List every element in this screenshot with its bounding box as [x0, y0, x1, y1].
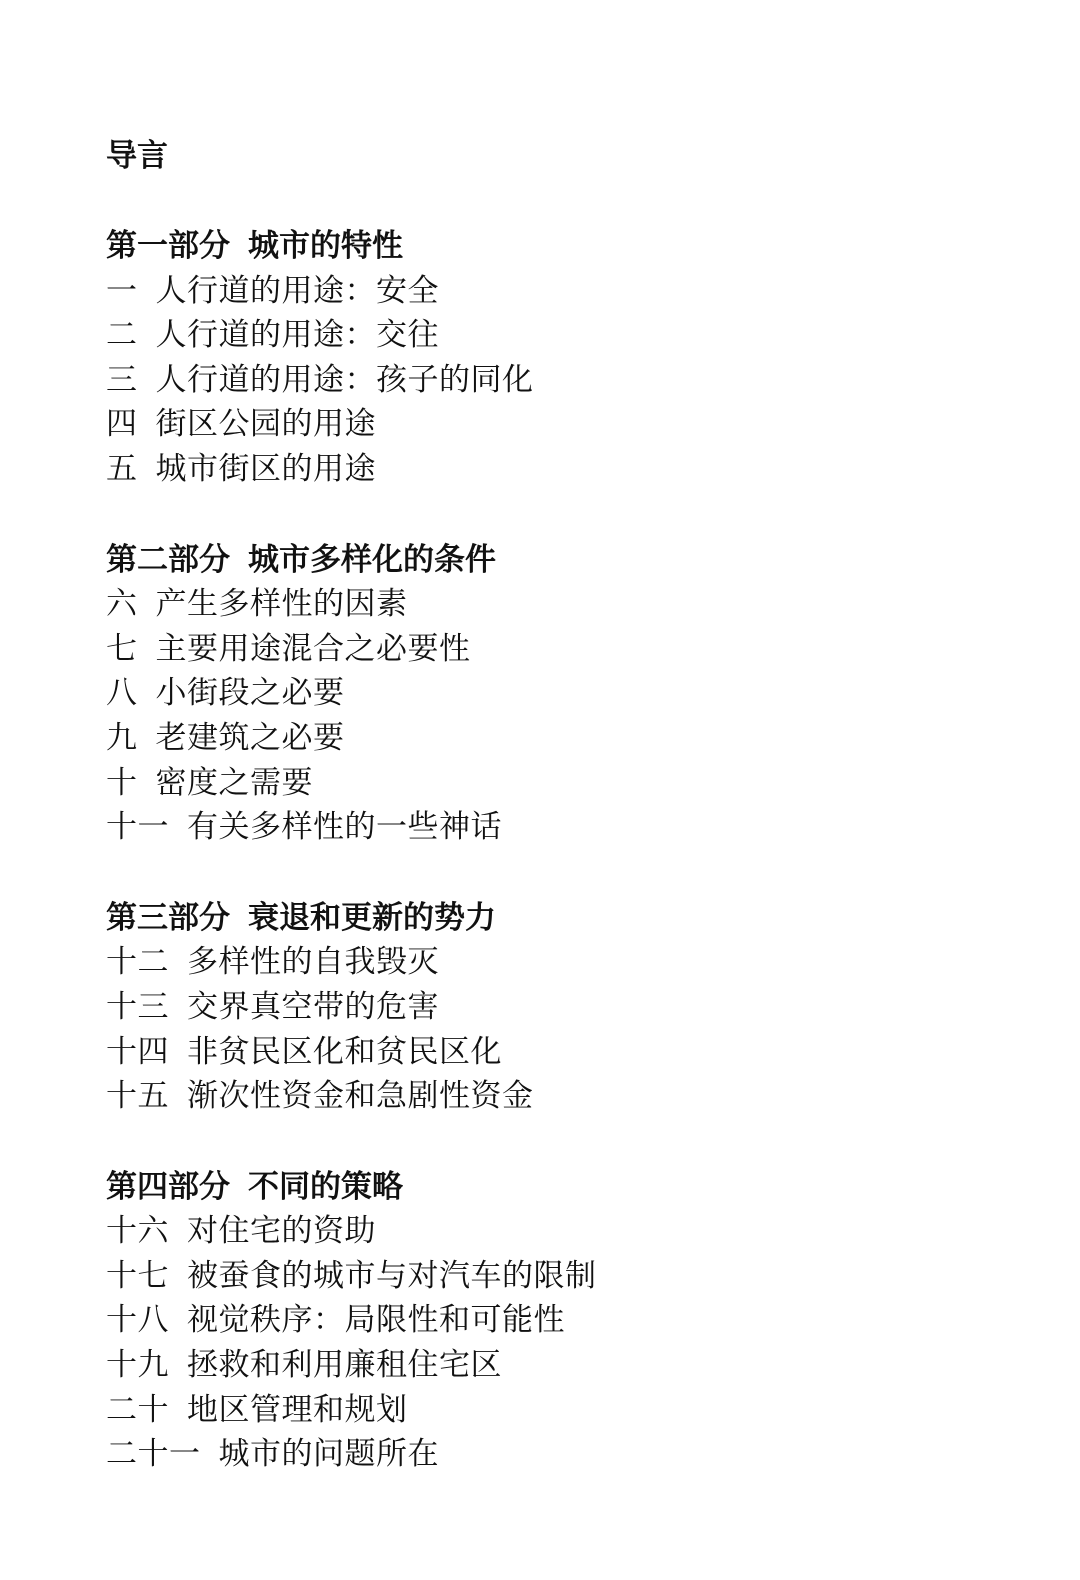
chapter-number: 二十 — [106, 1391, 169, 1428]
chapter-title: 地区管理和规划 — [187, 1391, 408, 1428]
chapter-title: 有关多样性的一些神话 — [187, 809, 502, 846]
chapter-number: 十四 — [106, 1033, 169, 1070]
chapter-number: 十八 — [106, 1302, 169, 1339]
table-of-contents — [106, 134, 1006, 1477]
chapter-title: 人行道的用途：孩子的同化 — [155, 361, 534, 398]
chapter-title: 多样性的自我毁灭 — [187, 944, 439, 981]
intro-heading: 导言 — [106, 138, 168, 174]
chapter-number: 十三 — [106, 988, 169, 1025]
chapter-entry — [106, 1030, 1006, 1075]
chapter-entry — [106, 402, 1006, 447]
chapter-entry — [106, 671, 1006, 716]
chapter-title: 老建筑之必要 — [155, 719, 345, 756]
chapter-number: 十 — [106, 764, 138, 801]
chapter-title: 密度之需要 — [155, 764, 313, 801]
chapter-title: 小街段之必要 — [155, 675, 345, 712]
part-section — [106, 538, 1006, 850]
chapter-title: 人行道的用途：交往 — [155, 317, 439, 354]
chapter-entry — [106, 940, 1006, 985]
part-title: 衰退和更新的势力 — [248, 899, 496, 936]
chapter-number: 二十一 — [106, 1436, 201, 1473]
chapter-title: 人行道的用途：安全 — [155, 272, 439, 309]
chapter-number: 九 — [106, 719, 138, 756]
part-heading — [106, 538, 1006, 583]
part-section — [106, 224, 1006, 492]
part-label: 第一部分 — [106, 228, 230, 264]
chapter-entry — [106, 1432, 1006, 1477]
chapter-entry — [106, 627, 1006, 672]
chapter-number: 六 — [106, 586, 138, 623]
chapter-entry — [106, 761, 1006, 806]
chapter-number: 一 — [106, 272, 138, 309]
chapter-title: 非贫民区化和贫民区化 — [187, 1033, 502, 1070]
chapter-number: 十五 — [106, 1078, 169, 1115]
chapter-number: 三 — [106, 361, 138, 398]
part-title: 不同的策略 — [248, 1168, 403, 1205]
part-label: 第三部分 — [106, 899, 230, 936]
chapter-entry — [106, 447, 1006, 492]
chapter-number: 五 — [106, 450, 138, 487]
part-heading — [106, 896, 1006, 941]
part-heading — [106, 224, 1006, 269]
chapter-title: 被蚕食的城市与对汽车的限制 — [187, 1257, 597, 1294]
chapter-number: 十六 — [106, 1213, 169, 1250]
part-title: 城市的特性 — [248, 228, 403, 264]
chapter-number: 四 — [106, 406, 138, 443]
chapter-entry — [106, 1343, 1006, 1388]
chapter-number: 十七 — [106, 1257, 169, 1294]
chapter-title: 城市的问题所在 — [218, 1436, 439, 1473]
chapter-entry — [106, 1074, 1006, 1119]
chapter-entry — [106, 313, 1006, 358]
chapter-entry — [106, 358, 1006, 403]
chapter-entry — [106, 1388, 1006, 1433]
part-title: 城市多样化的条件 — [248, 541, 496, 578]
chapter-title: 视觉秩序：局限性和可能性 — [187, 1302, 565, 1339]
chapter-title: 交界真空带的危害 — [187, 988, 439, 1025]
part-label: 第二部分 — [106, 541, 230, 578]
part-section — [106, 1165, 1006, 1477]
chapter-entry — [106, 269, 1006, 314]
chapter-number: 十九 — [106, 1347, 169, 1384]
chapter-title: 拯救和利用廉租住宅区 — [187, 1347, 502, 1384]
chapter-title: 城市街区的用途 — [155, 450, 376, 487]
part-heading — [106, 1165, 1006, 1210]
parts-list — [106, 224, 1006, 1477]
chapter-title: 街区公园的用途 — [155, 406, 376, 443]
chapter-entry — [106, 985, 1006, 1030]
chapter-number: 八 — [106, 675, 138, 712]
chapter-number: 十一 — [106, 809, 169, 846]
chapter-entry — [106, 716, 1006, 761]
chapter-entry — [106, 1298, 1006, 1343]
chapter-number: 二 — [106, 317, 138, 354]
chapter-entry — [106, 1254, 1006, 1299]
chapter-entry — [106, 1209, 1006, 1254]
chapter-title: 渐次性资金和急剧性资金 — [187, 1078, 534, 1115]
chapter-title: 主要用途混合之必要性 — [155, 630, 471, 667]
chapter-entry — [106, 582, 1006, 627]
part-label: 第四部分 — [106, 1168, 230, 1205]
chapter-number: 十二 — [106, 944, 169, 981]
chapter-title: 产生多样性的因素 — [155, 586, 408, 623]
part-section — [106, 896, 1006, 1119]
chapter-title: 对住宅的资助 — [187, 1213, 376, 1250]
chapter-entry — [106, 805, 1006, 850]
chapter-number: 七 — [106, 630, 138, 667]
